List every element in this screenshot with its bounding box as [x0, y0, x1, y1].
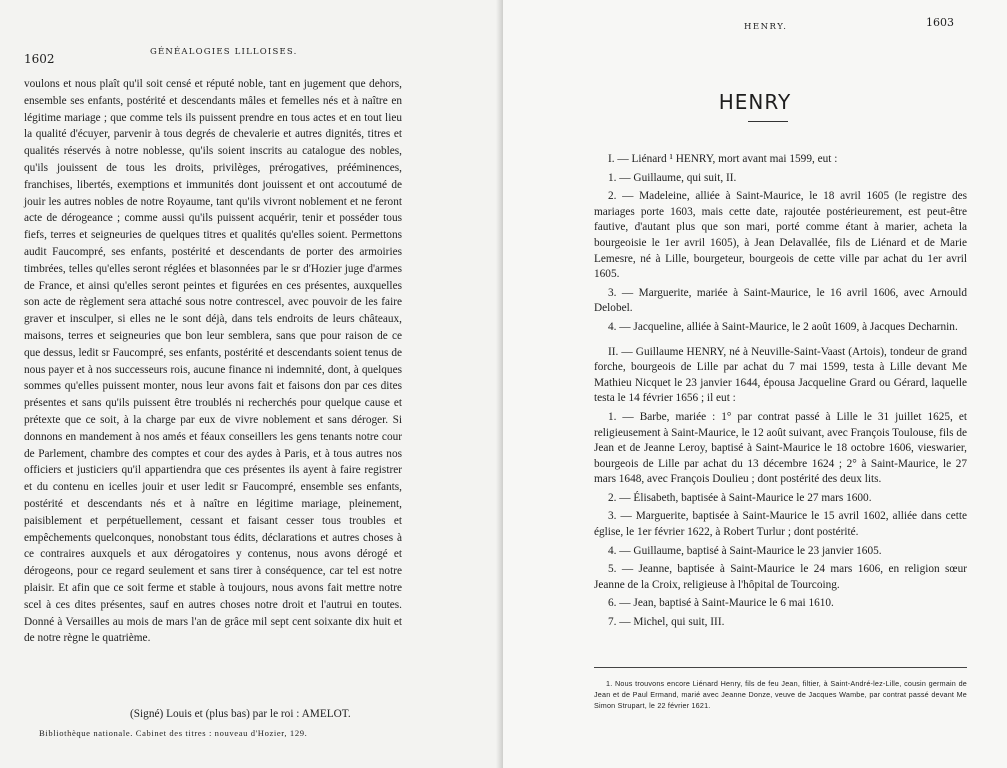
child-entry: 3. — Marguerite, mariée à Saint-Maurice, le 16 avril 1606, avec Arnould Delobel.	[594, 286, 967, 315]
child-entry: 6. — Jean, baptisé à Saint-Maurice le 6 mai 1610.	[608, 597, 834, 610]
child-entry: 2. — Madeleine, alliée à Saint-Maurice, le 18 avril 1605 (le registre des mariages porte 1603, mais cette date, rajoutée postérieurement, est peut-être fautive, d'autant plus que son mari, porté comme étant à marier, acheta la bourgeoisie le 1er avril 1605), à Jean Delavallée, fils de Liénard et de Marie Lemesre, né à Lille, bourgeteur, bourgeois de cette ville par achat du 1er avril 1605.	[594, 190, 967, 281]
footnote-rule	[594, 667, 967, 668]
child-entry: 3. — Marguerite, baptisée à Saint-Maurice le 15 avril 1602, alliée dans cette église, le 1er février 1622, à Robert Turlur ; dont postérité.	[594, 510, 967, 539]
left-page-body	[24, 76, 402, 647]
left-running-head: GÉNÉALOGIES LILLOISES.	[150, 47, 298, 57]
generation-one: I. — Liénard ¹ HENRY, mort avant mai 1599, eut :	[608, 153, 838, 165]
child-entry: 5. — Jeanne, baptisée à Saint-Maurice le 24 mars 1606, en religion sœur Jeanne de la Croix, religieuse à l'hôpital de Tourcoing.	[594, 563, 967, 591]
letters-patent-text: voulons et nous plaît qu'il soit censé et réputé noble, tant en jugement que dehors, ensemble ses enfants, postérité et descendants mâles et femelles nés et à naître en légitime mariage ; que comme tels ils puissent prendre en tous actes et en tout lieu la qualité d'écuyer, parvenir à tous degrés de chevalerie et autres dignités, titres et qualités réservés à notre noblesse, qu'ils soient inscrits au catalogue des nobles, qu'ils jouissent de tous les droits, privilèges, prérogatives, prééminences, franchises, libertés, exemptions et immunités dont jouissent et ont accoutumé de jouir les autres nobles de notre Royaume, tant qu'ils vivront noblement et ne feront acte de dérogeance ; comme aussi qu'ils puissent acquérir, tenir et posséder tous fiefs, terres et seigneuries de quelques titres et qualités qu'elles soient. Permettons audit Faucompré, ses enfants, postérité et descendants de porter des armoiries timbrées, telles qu'elles seront réglées et blasonnées par le sr d'Hozier juge d'armes de France, et ainsi qu'elles seront peintes et figurées en ces présentes, auxquelles son acte de règlement sera attaché sous notre contrescel, avec pouvoir de les faire graver et insculper, si elles ne le sont déjà, dans tels endroits de leurs châteaux, maisons, terres et seigneuries que bon leur semblera, sans que pour raison de ce que dessus, ledit sr Faucompré, ses enfants, postérité et descendants soient tenus de nous payer et à nos successeurs rois, aucune finance ni indemnité, dont, à quelques sommes qu'elles puissent monter, nous leur avons fait et faisons don par ces dites présentes et sans qu'ils puissent être troublés ni recherchés pour quelque cause et prétexte que ce soit, à la charge par eux de vivre noblement et sans déroger. Si donnons en mandement à nos amés et féaux conseillers les gens tenants notre cour de Parlement, chambre des comptes et cour des aydes à Paris, et à tous autres nos officiers et justiciers qu'il appartiendra que ces présentes ils ayent à faire registrer et du contenu en icelles jouir et user ledit sr Faucompré, ensemble ses enfants, postérité et descendants nés et à naître en légitime mariage, pleinement, paisiblement et perpétuellement, cessant et faisant cesser tous troubles et empêchements quelconques, nonobstant tous édits, déclarations et autres choses à ce contraires auxquels et aux dérogatoires y contenus, nous avons dérogé et dérogeons, pour ce regard seulement et sans tirer à conséquence, car tel est notre plaisir. Et afin que ce soit ferme et stable à toujours, nous avons fait mettre notre scel à ces dites présentes, sauf en autres choses notre droit et l'autrui en toutes. Donné à Versailles au mois de mars l'an de grâce mil sept cent soixante dix huit et de notre règne le quatrième.	[24, 78, 402, 645]
right-page-number: 1603	[926, 16, 954, 29]
footnote-text: 1. Nous trouvons encore Liénard Henry, fils de feu Jean, filtier, à Saint-André-lez-Lille, cousin germain de Jean et de Paul Ermand, marié avec Jeanne Donze, veuve de Jacques Wambe, par contrat passé devant Me Simon Strupart, le 22 février 1621.	[594, 679, 967, 710]
left-page	[0, 0, 503, 768]
title-rule	[748, 121, 788, 122]
right-page-body	[594, 150, 967, 634]
signature-line: (Signé) Louis et (plus bas) par le roi : AMELOT.	[130, 708, 351, 720]
generation-two: II. — Guillaume HENRY, né à Neuville-Saint-Vaast (Artois), tondeur de grand forche, bourgeois de Lille par achat du 7 mai 1599, testa à Lille devant Me Mathieu Nicquet le 23 janvier 1644, épousa Jacqueline Grard ou Gérard, laquelle testa le 14 février 1656 ; il eut :	[594, 345, 967, 405]
child-entry: 4. — Jacqueline, alliée à Saint-Maurice, le 2 août 1609, à Jacques Decharnin.	[608, 320, 958, 333]
child-entry: 4. — Guillaume, baptisé à Saint-Maurice le 23 janvier 1605.	[608, 544, 882, 557]
child-entry: 7. — Michel, qui suit, III.	[608, 616, 725, 629]
child-entry: 2. — Élisabeth, baptisée à Saint-Maurice le 27 mars 1600.	[608, 491, 872, 504]
child-entry: 1. — Guillaume, qui suit, II.	[608, 171, 737, 184]
footnote	[594, 678, 967, 711]
family-title: HENRY	[718, 90, 792, 114]
right-page	[503, 0, 1007, 768]
right-running-head: HENRY.	[744, 22, 788, 32]
left-page-number: 1602	[24, 52, 55, 66]
child-entry: 1. — Barbe, mariée : 1° par contrat passé à Lille le 31 juillet 1625, et religieusement à Saint-Maurice, le 12 août suivant, avec François Toulouse, fils de Jean et de Jeanne Leroy, baptisé à Saint-Maurice le 18 octobre 1606, vieswarier, bourgeois de Lille par achat du 13 décembre 1624 ; 2° à Saint-Maurice, le 27 mars 1648, avec François Doulieu ; dont postérité des deux lits.	[594, 410, 967, 486]
source-citation: Bibliothèque nationale. Cabinet des titres : nouveau d'Hozier, 129.	[39, 728, 308, 738]
